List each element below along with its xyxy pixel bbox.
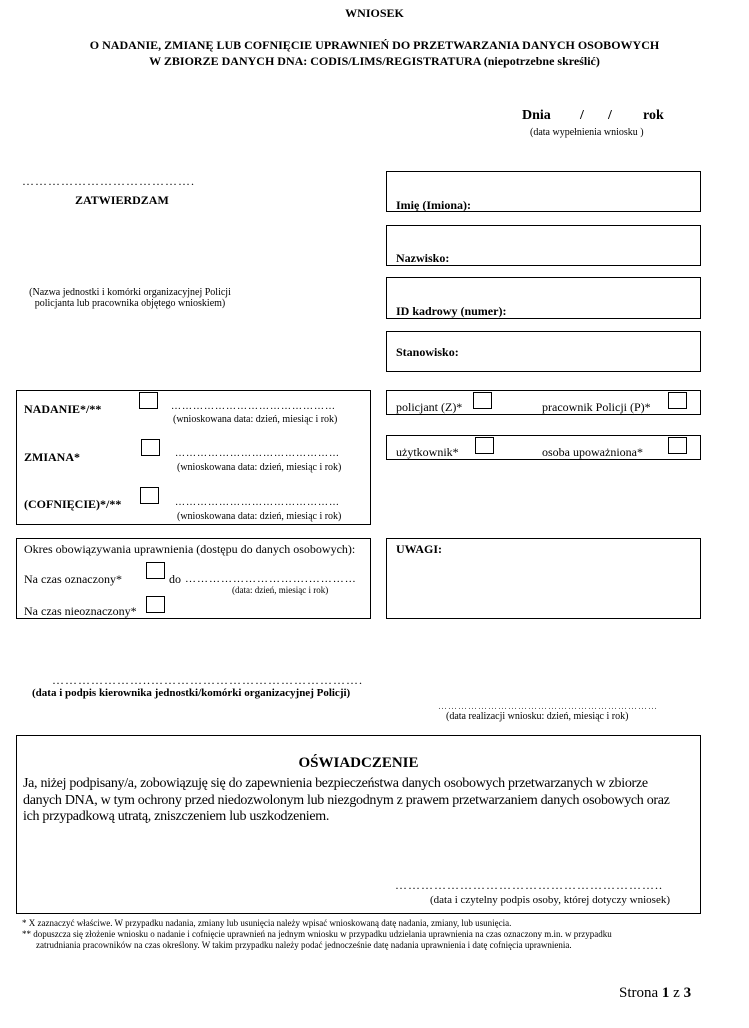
authorized-label: osoba upoważniona* <box>542 445 643 459</box>
realization-dots: ………………………………………………………… <box>438 701 658 711</box>
page-strona: Strona <box>619 985 659 1001</box>
role-row-2 <box>386 435 701 460</box>
revoke-date-dots: ……………………………………… <box>175 497 340 508</box>
employee-label: pracownik Policji (P)* <box>542 400 651 414</box>
head-signature-caption: (data i podpis kierownika jednostki/komórki organizacyjnej Policji) <box>32 687 351 699</box>
first-name-field[interactable] <box>386 171 701 212</box>
declaration-line3: ich przypadkową utratą, zniszczeniem lub uszkodzeniem. <box>23 809 330 824</box>
change-checkbox[interactable] <box>141 439 160 456</box>
date-dnia-label: Dnia <box>522 108 551 123</box>
fixed-term-do: do <box>169 572 181 586</box>
date-caption: (data wypełnienia wniosku ) <box>530 127 644 138</box>
realization-caption: (data realizacji wniosku: dzień, miesiąc i rok) <box>446 711 629 722</box>
period-section <box>16 538 371 619</box>
declaration-sign-caption: (data i czytelny podpis osoby, której dotyczy wniosek) <box>430 894 671 906</box>
period-title: Okres obowiązywania uprawnienia (dostępu do danych osobowych): <box>24 542 356 556</box>
fixed-term-dots: ………………………….………… <box>185 573 357 585</box>
first-name-label: Imię (Imiona): <box>396 198 471 212</box>
date-slash-1: / <box>580 108 584 123</box>
footnote-1: * X zaznaczyć właściwe. W przypadku nadania, zmiany lub usunięcia należy wpisać wnioskowaną datę nadania, zmiany, lub usunięcia. <box>22 918 512 928</box>
form-subtitle-line1: O NADANIE, ZMIANĘ LUB COFNIĘCIE UPRAWNIEŃ DO PRZETWARZANIA DANYCH OSOBOWYCH <box>89 38 660 52</box>
change-date-dots: ……………………………………… <box>175 448 340 459</box>
officer-checkbox[interactable] <box>473 392 492 409</box>
last-name-label: Nazwisko: <box>396 251 450 265</box>
id-field[interactable] <box>386 277 701 319</box>
form-title: WNIOSEK <box>345 6 404 20</box>
indefinite-label: Na czas nieoznaczony* <box>24 604 137 618</box>
employee-checkbox[interactable] <box>668 392 687 409</box>
approve-dots: …………………………………. <box>22 174 195 188</box>
fixed-term-caption: (data: dzień, miesiąc i rok) <box>232 585 329 595</box>
id-label: ID kadrowy (numer): <box>396 304 507 318</box>
footnote-2a: ** dopuszcza się złożenie wniosku o nadanie i cofnięcie uprawnień na jednym wniosku w przypadku udzielania uprawnienia na czas oznaczony m.in. w przypadku <box>22 929 612 939</box>
grant-label: NADANIE*/** <box>24 402 102 416</box>
page-z: z <box>673 985 680 1001</box>
remarks-label: UWAGI: <box>396 542 443 556</box>
unit-caption-line2: policjanta lub pracownika objętego wnioskiem) <box>34 298 226 309</box>
fixed-term-label: Na czas oznaczony* <box>24 572 122 586</box>
form-subtitle-line2: W ZBIORZE DANYCH DNA: CODIS/LIMS/REGISTRATURA (niepotrzebne skreślić) <box>149 54 600 68</box>
user-label: użytkownik* <box>396 445 459 459</box>
footnote-2b: zatrudniania pracowników na czas określony. W takim przypadku należy podać jednocześnie datę nadania uprawnienia i datę cofnięcia uprawnienia. <box>36 940 572 950</box>
grant-date-caption: (wnioskowana data: dzień, miesiąc i rok) <box>173 414 338 425</box>
page-current: 1 <box>661 985 670 1001</box>
declaration-line1: Ja, niżej podpisany/a, zobowiązuję się do zapewnienia bezpieczeństwa danych osobowych przetwarzanych w zbiorze <box>23 776 648 791</box>
position-label: Stanowisko: <box>396 345 459 359</box>
fixed-term-checkbox[interactable] <box>146 562 165 579</box>
head-signature-dots: …………………..…………………………………………. <box>52 673 363 687</box>
grant-checkbox[interactable] <box>139 392 158 409</box>
authorized-checkbox[interactable] <box>668 437 687 454</box>
position-field[interactable] <box>386 331 701 372</box>
role-row-1 <box>386 390 701 415</box>
grant-date-dots: ……………………………………… <box>171 401 336 412</box>
indefinite-checkbox[interactable] <box>146 596 165 613</box>
approve-label: ZATWIERDZAM <box>75 193 169 207</box>
remarks-field[interactable] <box>386 538 701 619</box>
declaration-title: OŚWIADCZENIE <box>298 755 419 771</box>
revoke-label: (COFNIĘCIE)*/** <box>24 497 122 511</box>
declaration-section <box>16 735 701 914</box>
page-number <box>619 985 691 1002</box>
user-checkbox[interactable] <box>475 437 494 454</box>
last-name-field[interactable] <box>386 225 701 266</box>
date-slash-2: / <box>608 108 612 123</box>
declaration-line2: danych DNA, w tym ochrony przed niedozwolonym lub niezgodnym z prawem przetwarzaniem danych osobowych oraz <box>23 793 670 808</box>
action-section <box>16 390 371 525</box>
revoke-checkbox[interactable] <box>140 487 159 504</box>
change-date-caption: (wnioskowana data: dzień, miesiąc i rok) <box>177 462 342 473</box>
change-label: ZMIANA* <box>24 450 80 464</box>
revoke-date-caption: (wnioskowana data: dzień, miesiąc i rok) <box>177 511 342 522</box>
page-total: 3 <box>683 985 692 1001</box>
date-rok-label: rok <box>643 108 664 123</box>
officer-label: policjant (Z)* <box>396 400 463 414</box>
unit-caption-line1: (Nazwa jednostki i komórki organizacyjnej Policji <box>29 287 231 298</box>
declaration-sign-dots: …………………………………………………….. <box>395 878 663 892</box>
